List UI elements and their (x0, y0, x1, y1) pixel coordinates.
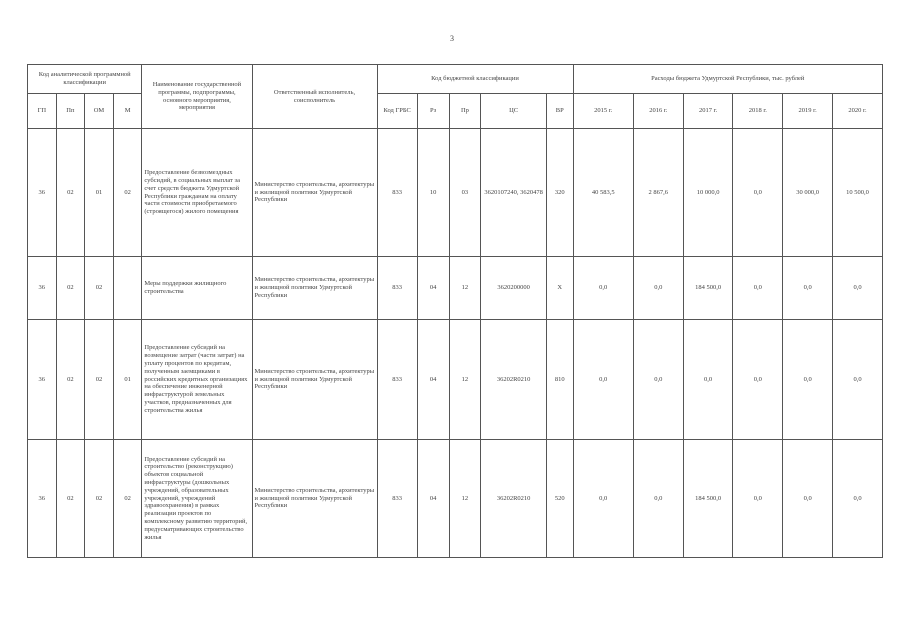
header-pp: Пп (56, 94, 85, 129)
header-year-2015: 2015 г. (573, 94, 633, 129)
cell-grbs: 833 (377, 440, 417, 558)
table-row (28, 320, 883, 440)
cell-value-2017: 0,0 (683, 320, 733, 440)
cell-value-2018: 0,0 (733, 320, 783, 440)
cell-rz: 10 (417, 129, 449, 257)
cell-value-2016: 0,0 (633, 257, 683, 320)
header-row-top (28, 65, 883, 94)
cell-value-2015: 0,0 (573, 440, 633, 558)
cell-responsible: Министерство строительства, архитектуры и жилищной политики Удмуртской Республики (252, 129, 377, 257)
cell-value-2018: 0,0 (733, 440, 783, 558)
cell-value-2020: 0,0 (833, 320, 883, 440)
cell-pp: 02 (56, 257, 85, 320)
table-row (28, 440, 883, 558)
cell-value-2020: 10 500,0 (833, 129, 883, 257)
cell-responsible: Министерство строительства, архитектуры и жилищной политики Удмуртской Республики (252, 320, 377, 440)
cell-value-2015: 0,0 (573, 320, 633, 440)
header-year-2017: 2017 г. (683, 94, 733, 129)
cell-pr: 12 (449, 320, 481, 440)
header-analytic-code: Код аналитической программной классификации (28, 65, 142, 94)
cell-pr: 03 (449, 129, 481, 257)
header-year-2018: 2018 г. (733, 94, 783, 129)
cell-om: 02 (85, 320, 114, 440)
cell-value-2019: 0,0 (783, 257, 833, 320)
header-rz: Рз (417, 94, 449, 129)
header-budget-code: Код бюджетной классификации (377, 65, 573, 94)
cell-om: 02 (85, 257, 114, 320)
cell-m: 02 (113, 440, 142, 558)
header-name: Наименование государственной программы, подпрограммы, основного мероприятия, мероприятия (142, 65, 252, 129)
cell-cs: 3620107240, 3620478 (481, 129, 547, 257)
cell-name: Предоставление безвозмездных субсидий, в социальных выплат за счет средств бюджета Удмуртской Республики гражданам на оплату части стоимости приобретаемого (строящегося) жилого помещения (142, 129, 252, 257)
header-gp: ГП (28, 94, 57, 129)
header-year-2019: 2019 г. (783, 94, 833, 129)
cell-grbs: 833 (377, 257, 417, 320)
cell-vr: 320 (546, 129, 573, 257)
cell-pp: 02 (56, 129, 85, 257)
cell-pr: 12 (449, 440, 481, 558)
header-grbs: Код ГРБС (377, 94, 417, 129)
cell-value-2018: 0,0 (733, 257, 783, 320)
cell-cs: 3620200000 (481, 257, 547, 320)
cell-responsible: Министерство строительства, архитектуры и жилищной политики Удмуртской Республики (252, 257, 377, 320)
header-year-2020: 2020 г. (833, 94, 883, 129)
cell-value-2020: 0,0 (833, 257, 883, 320)
cell-cs: 36202R0210 (481, 440, 547, 558)
cell-value-2018: 0,0 (733, 129, 783, 257)
header-vr: ВР (546, 94, 573, 129)
header-m: М (113, 94, 142, 129)
cell-gp: 36 (28, 257, 57, 320)
header-responsible: Ответственный исполнитель, соисполнитель (252, 65, 377, 129)
cell-responsible: Министерство строительства, архитектуры и жилищной политики Удмуртской Республики (252, 440, 377, 558)
cell-pr: 12 (449, 257, 481, 320)
cell-m: 02 (113, 129, 142, 257)
cell-value-2015: 0,0 (573, 257, 633, 320)
cell-pp: 02 (56, 440, 85, 558)
cell-grbs: 833 (377, 320, 417, 440)
table-row (28, 129, 883, 257)
cell-name: Меры поддержки жилищного строительства (142, 257, 252, 320)
cell-rz: 04 (417, 440, 449, 558)
header-expenses: Расходы бюджета Удмуртской Республики, тыс. рублей (573, 65, 882, 94)
cell-vr: 810 (546, 320, 573, 440)
cell-value-2017: 184 500,0 (683, 257, 733, 320)
cell-value-2015: 40 583,5 (573, 129, 633, 257)
cell-gp: 36 (28, 440, 57, 558)
cell-value-2020: 0,0 (833, 440, 883, 558)
cell-name: Предоставление субсидий на возмещение затрат (части затрат) на уплату процентов по кредитам, полученным заемщиками в российских кредитных организациях на обеспечение инженерной инфраструктурой земельных участков, предназначенных для строительства жилья (142, 320, 252, 440)
cell-value-2019: 0,0 (783, 320, 833, 440)
cell-rz: 04 (417, 320, 449, 440)
cell-vr: Х (546, 257, 573, 320)
cell-value-2019: 0,0 (783, 440, 833, 558)
cell-m: 01 (113, 320, 142, 440)
cell-grbs: 833 (377, 129, 417, 257)
header-pr: Пр (449, 94, 481, 129)
cell-value-2019: 30 000,0 (783, 129, 833, 257)
cell-value-2016: 0,0 (633, 440, 683, 558)
cell-om: 01 (85, 129, 114, 257)
cell-value-2016: 0,0 (633, 320, 683, 440)
cell-gp: 36 (28, 320, 57, 440)
cell-value-2016: 2 867,6 (633, 129, 683, 257)
cell-pp: 02 (56, 320, 85, 440)
cell-value-2017: 10 000,0 (683, 129, 733, 257)
cell-gp: 36 (28, 129, 57, 257)
header-om: ОМ (85, 94, 114, 129)
budget-table (27, 64, 883, 558)
table-row (28, 257, 883, 320)
header-cs: ЦС (481, 94, 547, 129)
cell-m (113, 257, 142, 320)
cell-vr: 520 (546, 440, 573, 558)
page-number: 3 (450, 34, 454, 43)
cell-om: 02 (85, 440, 114, 558)
cell-cs: 36202R0210 (481, 320, 547, 440)
cell-name: Предоставление субсидий на строительство (реконструкцию) объектов социальной инфраструктуры (дошкольных учреждений, образовательных учреждений, учреждений здравоохранения) в рамках реализации проектов по комплексному развитию территорий, предусматривающих строительство жилья (142, 440, 252, 558)
cell-rz: 04 (417, 257, 449, 320)
cell-value-2017: 184 500,0 (683, 440, 733, 558)
header-year-2016: 2016 г. (633, 94, 683, 129)
